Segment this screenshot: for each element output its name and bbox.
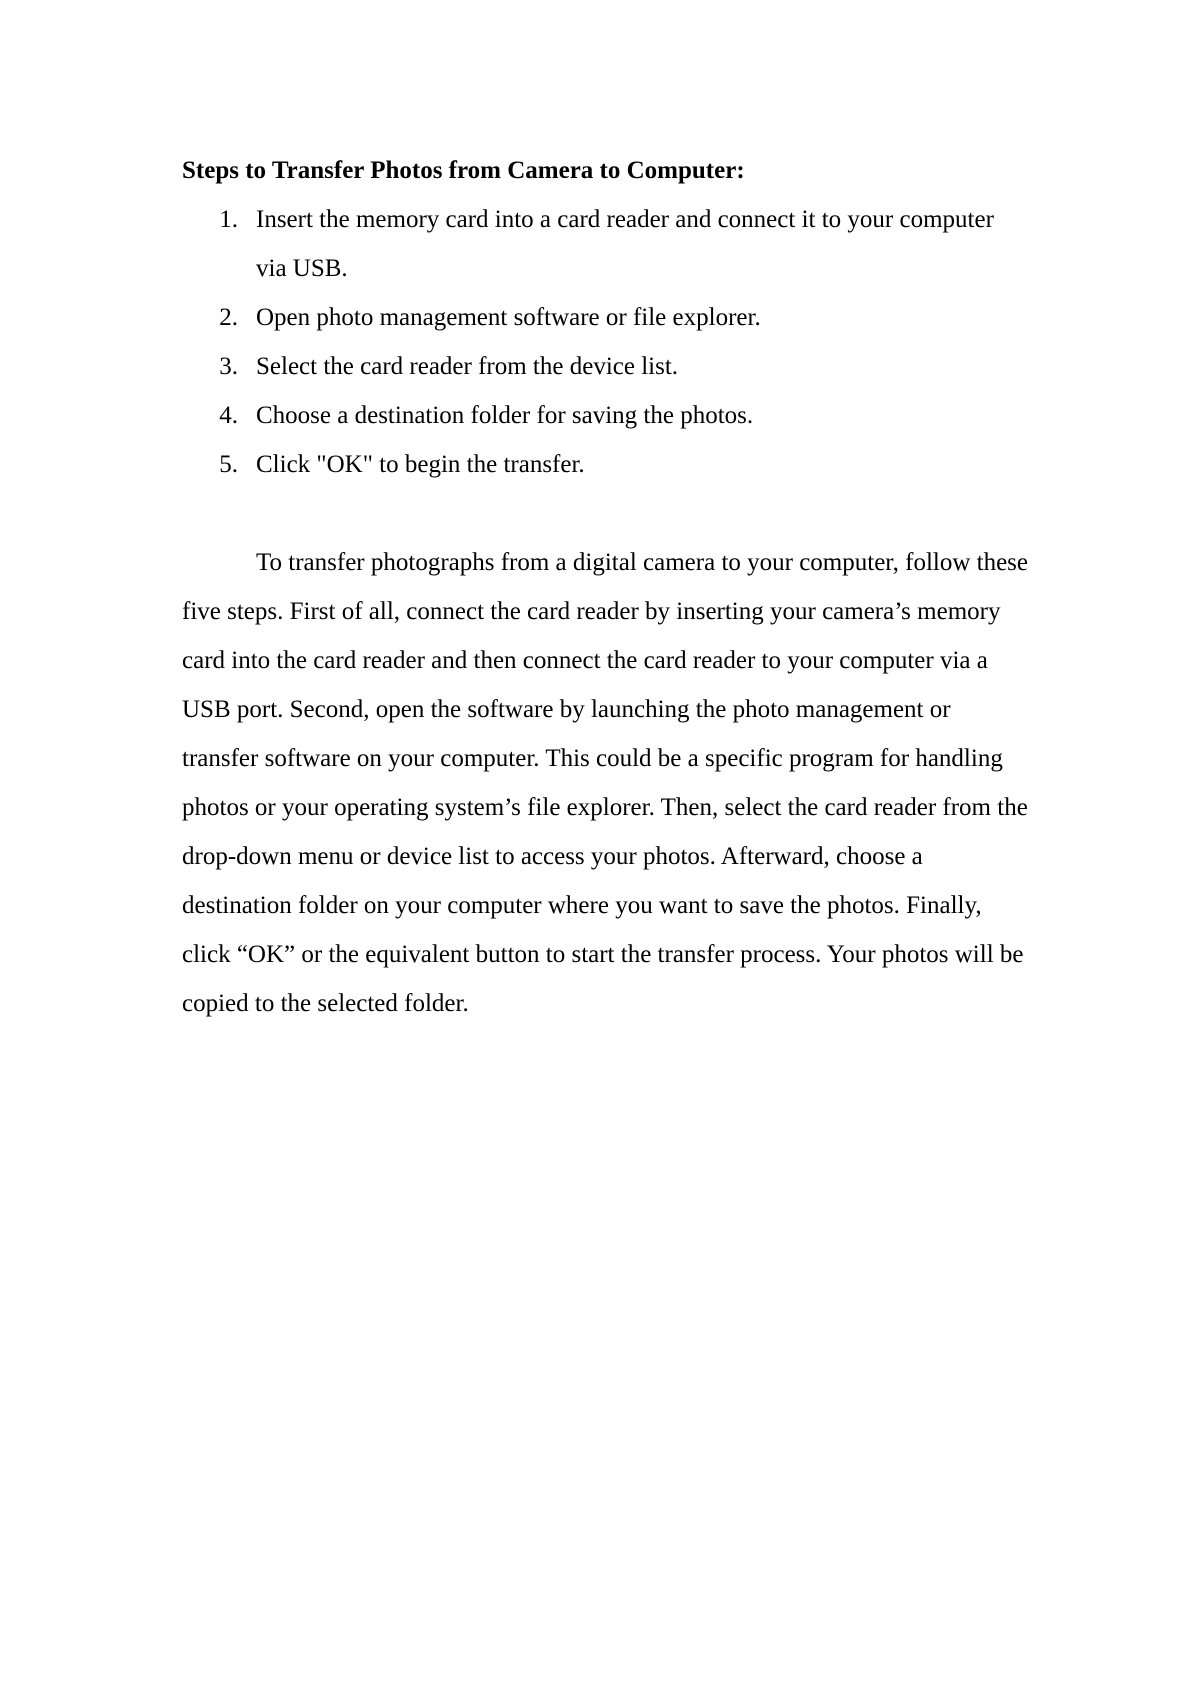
step-item (182, 342, 1032, 391)
step-number: 1. (219, 206, 238, 233)
step-number: 5. (219, 451, 238, 478)
step-text: Open photo management software or file explorer. (256, 304, 761, 331)
step-item (182, 195, 1032, 293)
step-item (182, 391, 1032, 440)
step-text: Choose a destination folder for saving the photos. (256, 402, 754, 429)
step-number: 2. (219, 304, 238, 331)
step-item (182, 440, 1032, 489)
steps-list (182, 195, 1032, 489)
step-text: Click "OK" to begin the transfer. (256, 451, 585, 478)
step-number: 3. (219, 353, 238, 380)
document-heading: Steps to Transfer Photos from Camera to Computer: (182, 157, 745, 184)
step-item (182, 293, 1032, 342)
step-text: Insert the memory card into a card reader and connect it to your computer via USB. (256, 206, 994, 282)
step-number: 4. (219, 402, 238, 429)
step-text: Select the card reader from the device list. (256, 353, 679, 380)
document-body (182, 146, 1032, 1028)
body-paragraph: To transfer photographs from a digital camera to your computer, follow these five steps. First of all, connect the card reader by inserting your camera’s memory card into the card reader and then connect the card reader to your computer via a USB port. Second, open the software by launching the photo management or transfer software on your computer. This could be a specific program for handling photos or your operating system’s file explorer. Then, select the card reader from the drop-down menu or device list to access your photos. Afterward, choose a destination folder on your computer where you want to save the photos. Finally, click “OK” or the equivalent button to start the transfer process. Your photos will be copied to the selected folder. (182, 549, 1029, 1017)
